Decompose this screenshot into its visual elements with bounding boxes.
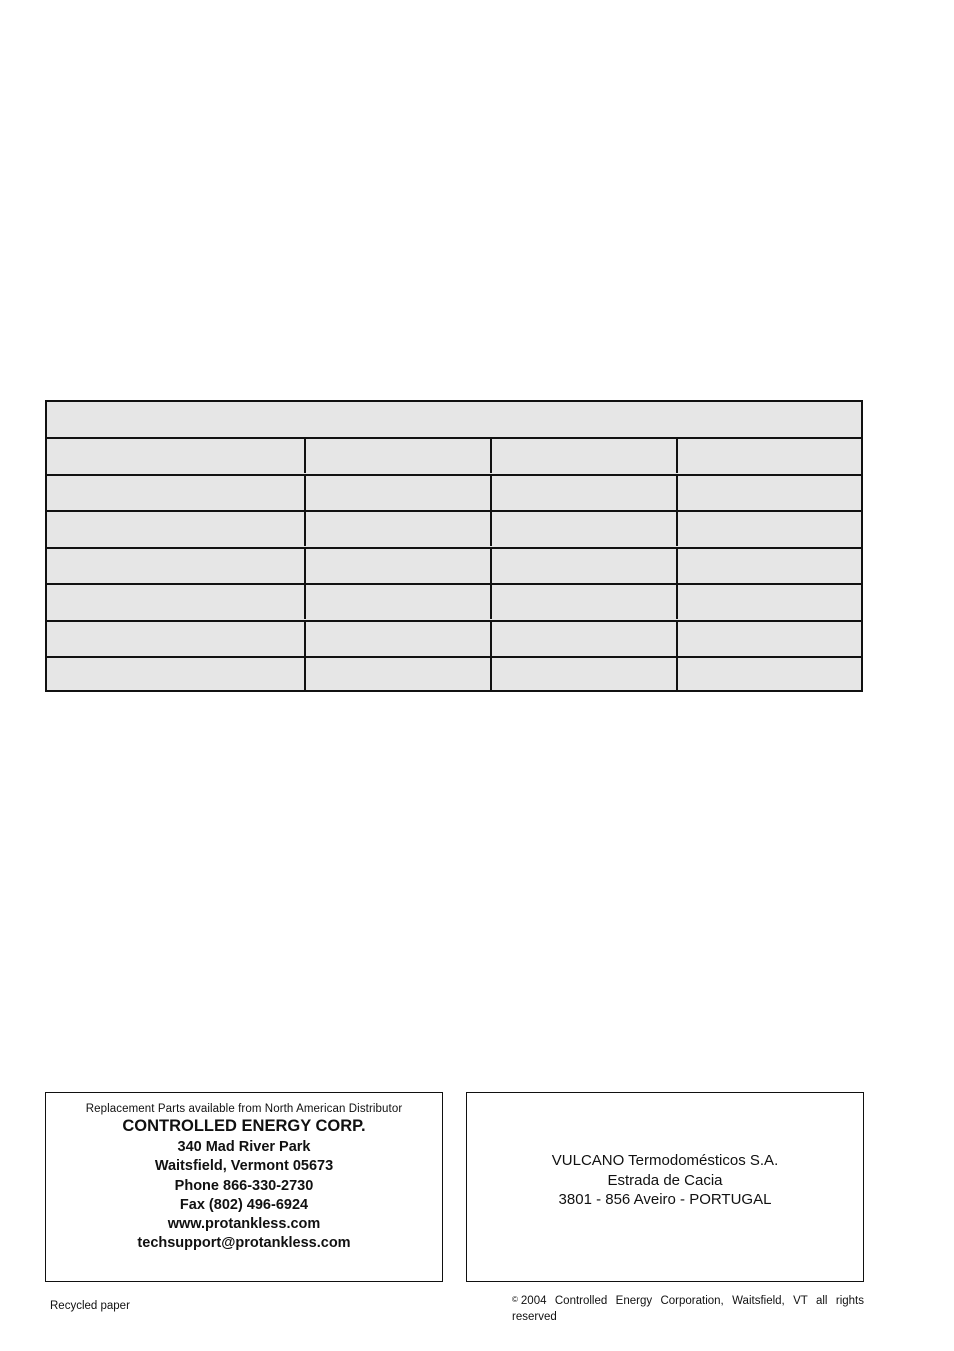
table-row [47, 510, 861, 546]
distributor-phone: Phone 866-330-2730 [174, 1177, 314, 1194]
table-cell [490, 512, 492, 546]
table-cell [490, 658, 492, 692]
manufacturer-street: Estrada de Cacia [607, 1171, 723, 1189]
table-cell [676, 585, 678, 619]
table-row [47, 583, 861, 619]
table-cell [676, 512, 678, 546]
table-cell [490, 439, 492, 473]
table-cell [676, 439, 678, 473]
table-cell [304, 512, 306, 546]
parts-table [45, 400, 863, 692]
distributor-address-line: 340 Mad River Park [177, 1139, 311, 1155]
table-cell [676, 476, 678, 510]
distributor-website: www.protankless.com [167, 1216, 321, 1233]
manufacturer-box [466, 1092, 864, 1282]
table-cell [490, 585, 492, 619]
table-cell [304, 622, 306, 656]
distributor-heading: Replacement Parts available from North American Distributor [85, 1103, 403, 1115]
table-row [47, 474, 861, 510]
table-row [47, 437, 861, 473]
table-cell [304, 658, 306, 692]
table-cell [676, 658, 678, 692]
distributor-company: CONTROLLED ENERGY CORP. [122, 1117, 366, 1135]
table-row [47, 620, 861, 656]
copyright-notice [512, 1292, 864, 1325]
table-cell [490, 549, 492, 583]
table-cell [304, 476, 306, 510]
manufacturer-city: 3801 - 856 Aveiro - PORTUGAL [558, 1191, 772, 1208]
recycled-note: Recycled paper [50, 1300, 130, 1312]
distributor-address-line: Waitsfield, Vermont 05673 [154, 1158, 334, 1175]
table-row [47, 547, 861, 583]
copyright-text: 2004 Controlled Energy Corporation, Waitsfield, VT all rights reserved [512, 1295, 864, 1323]
table-cell [676, 622, 678, 656]
distributor-email: techsupport@protankless.com [137, 1235, 351, 1252]
table-cell [304, 585, 306, 619]
distributor-box [45, 1092, 443, 1282]
distributor-fax: Fax (802) 496-6924 [179, 1196, 309, 1213]
table-cell [490, 622, 492, 656]
table-cell [304, 439, 306, 473]
table-cell [490, 476, 492, 510]
table-cell [676, 549, 678, 583]
manufacturer-name: VULCANO Termodomésticos S.A. [551, 1152, 779, 1169]
copyright-symbol: © [512, 1295, 518, 1304]
table-cell [304, 549, 306, 583]
table-row [47, 656, 861, 692]
